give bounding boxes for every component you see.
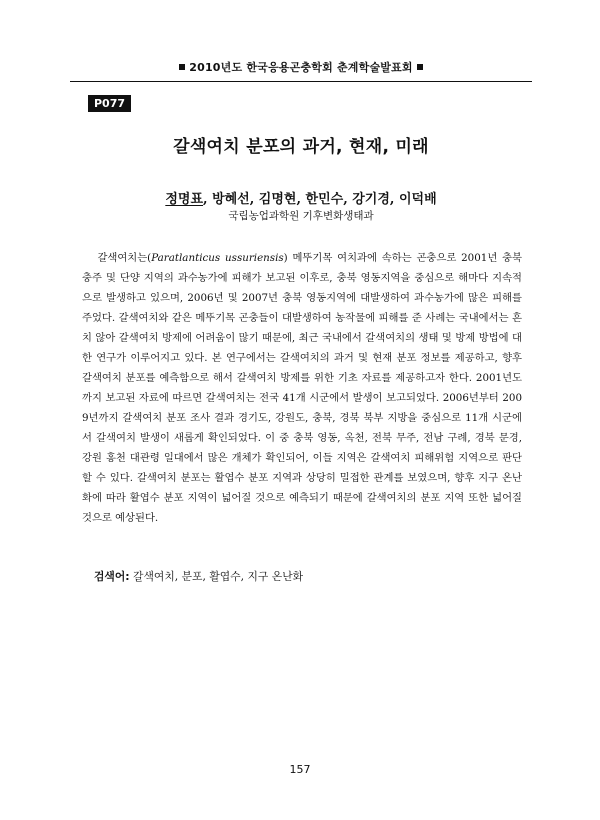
page-number: 157 (289, 763, 311, 776)
author-list (70, 188, 532, 207)
presenting-author: 정명표 (165, 192, 204, 207)
paper-title: 갈색여치 분포의 과거, 현재, 미래 (173, 137, 429, 157)
keywords-terms: 갈색여치, 분포, 활엽수, 지구 온난화 (133, 570, 304, 583)
header-rule (70, 81, 532, 82)
abstract-text-rest: ) 메뚜기목 여치과에 속하는 곤충으로 2001년 충북 충주 및 단양 지역의 과수농가에 피해가 보고된 이후로, 충북 영동지역을 중심으로 해마다 지속적으로 발생하고 있으며, 2006년 및 2007년 충북 영동지역에 대발생하여 과수농가에 많은 피해를 주었다. 갈색여치와 같은 메뚜기목 곤충들이 대발생하여 농작물에 피해를 준 사례는 국내에서는 흔치 않아 갈색여치 방제에 어려움이 많기 때문에, 최근 국내에서 갈색여치의 생태 및 방제 방법에 대한 연구가 이루어지고 있다. 본 연구에서는 갈색여치의 과거 및 현재 분포 정보를 제공하고, 향후 갈색여치 분포를 예측함으로 해서 갈색여치 방제를 위한 기초 자료를 제공하고자 한다. 2001년도까지 보고된 자료에 따르면 갈색여치는 전국 41개 시군에서 발생이 보고되었다. 2006년부터 2009년까지 갈색여치 분포 조사 결과 경기도, 강원도, 충북, 경북 북부 지방을 중심으로 11개 시군에서 갈색여치 발생이 새롭게 확인되었다. 이 중 충북 영동, 옥천, 전북 무주, 전남 구례, 경북 문경, 강원 홍천 대관령 일대에서 많은 개체가 확인되어, 이들 지역은 갈색여치 피해위험 지역으로 판단할 수 있다. 갈색여치 분포는 활엽수 분포 지역과 상당히 밀접한 관계를 보였으며, 향후 지구 온난화에 따라 활엽수 분포 지역이 넓어질 것으로 예측되기 때문에 갈색여치의 분포 지역 또한 넓어질 것으로 예상된다. (82, 252, 523, 524)
keywords-label: 검색어: (94, 570, 130, 583)
running-header (70, 59, 532, 75)
square-bullet-icon (179, 64, 185, 70)
abstract-body (82, 248, 522, 528)
square-bullet-icon (417, 64, 423, 70)
affiliation: 국립농업과학원 기후변화생태과 (228, 210, 374, 222)
co-authors: , 방혜선, 김명현, 한민수, 강기경, 이덕배 (203, 192, 437, 207)
poster-code-badge: P077 (88, 95, 131, 112)
abstract-text-start: 갈색여치는( (97, 252, 152, 264)
species-name: Paratlanticus ussuriensis (151, 252, 284, 264)
keywords (94, 569, 514, 584)
running-header-title: 2010년도 한국응용곤충학회 춘계학술발표회 (189, 61, 413, 74)
